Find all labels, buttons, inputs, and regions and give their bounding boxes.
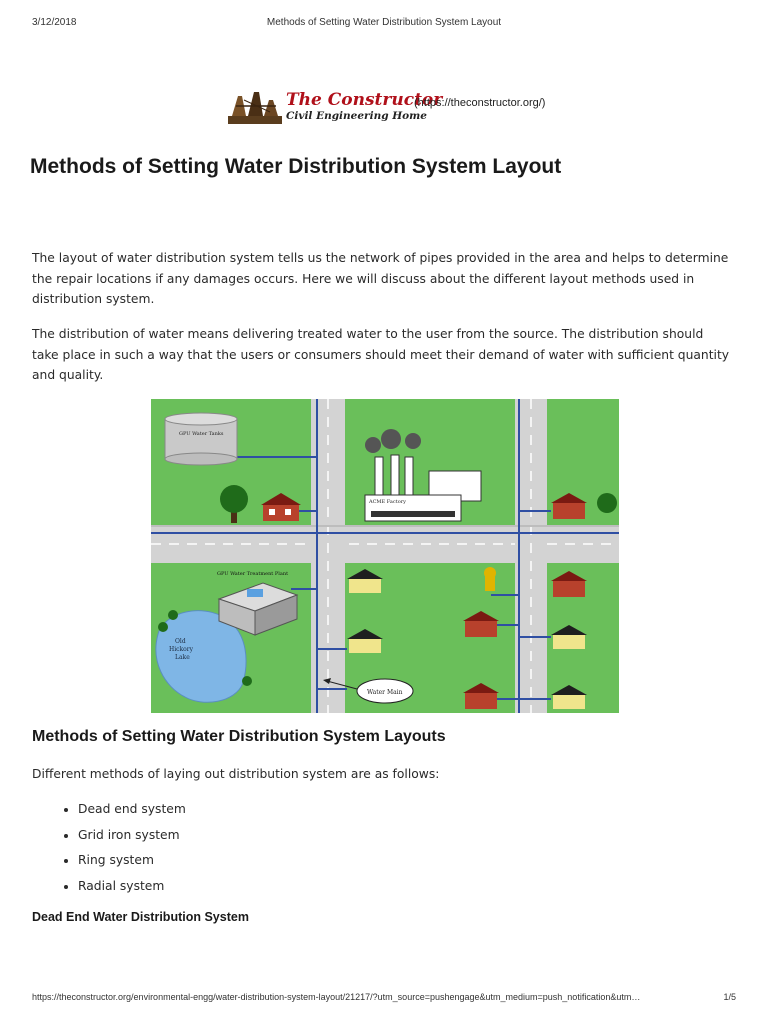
lake-label-line1: Old — [175, 638, 186, 645]
distribution-paragraph: The distribution of water means delivering treated water to the user from the source. The distribution should take place in such a way that the users or consumers should meet their demand of water with sufficient quantity and quality. — [32, 327, 730, 382]
site-url-link[interactable]: (https://theconstructor.org/) — [414, 97, 546, 109]
factory-label: ACME Factory — [369, 499, 406, 505]
print-title: Methods of Setting Water Distribution System Layout — [266, 17, 502, 28]
section-intro: Different methods of laying out distribution system are as follows: — [32, 767, 440, 781]
article-title: Methods of Setting Water Distribution System Layout — [30, 155, 562, 178]
plant-label: GPU Water Treatment Plant — [217, 571, 289, 577]
fire-hydrant-icon — [484, 567, 496, 591]
subheading-dead-end: Dead End Water Distribution System — [32, 910, 249, 924]
construction-logo-icon — [226, 90, 284, 126]
site-logo[interactable] — [226, 90, 556, 126]
list-item: • Dead end system — [78, 798, 186, 824]
list-item: • Radial system — [78, 875, 186, 901]
tank-label: GPU Water Tanks — [179, 431, 224, 437]
logo-name: The Constructor — [286, 90, 443, 110]
lake-label-line3: Lake — [175, 654, 190, 661]
section-heading: Methods of Setting Water Distribution System Layouts — [32, 728, 446, 745]
intro-paragraph: The layout of water distribution system tells us the network of pipes provided in the area and helps to determine the repair locations if any damages occurs. Here we will discuss about the different layout methods used in distribution system. — [32, 251, 729, 306]
print-date: 3/12/2018 — [32, 17, 77, 28]
methods-list — [60, 798, 186, 900]
page-number: 1/5 — [723, 992, 736, 1002]
print-footer-url: https://theconstructor.org/environmental-engg/water-distribution-system-layout/21217/?utm_source=pushengage&utm_medium=push_notification&utm… — [32, 992, 641, 1002]
list-item: • Grid iron system — [78, 824, 186, 850]
water-distribution-illustration — [151, 399, 619, 713]
logo-tagline: Civil Engineering Home — [286, 110, 427, 122]
water-main-label: Water Main — [367, 689, 403, 696]
list-item: • Ring system — [78, 849, 186, 875]
lake-label-line2: Hickory — [169, 646, 194, 653]
